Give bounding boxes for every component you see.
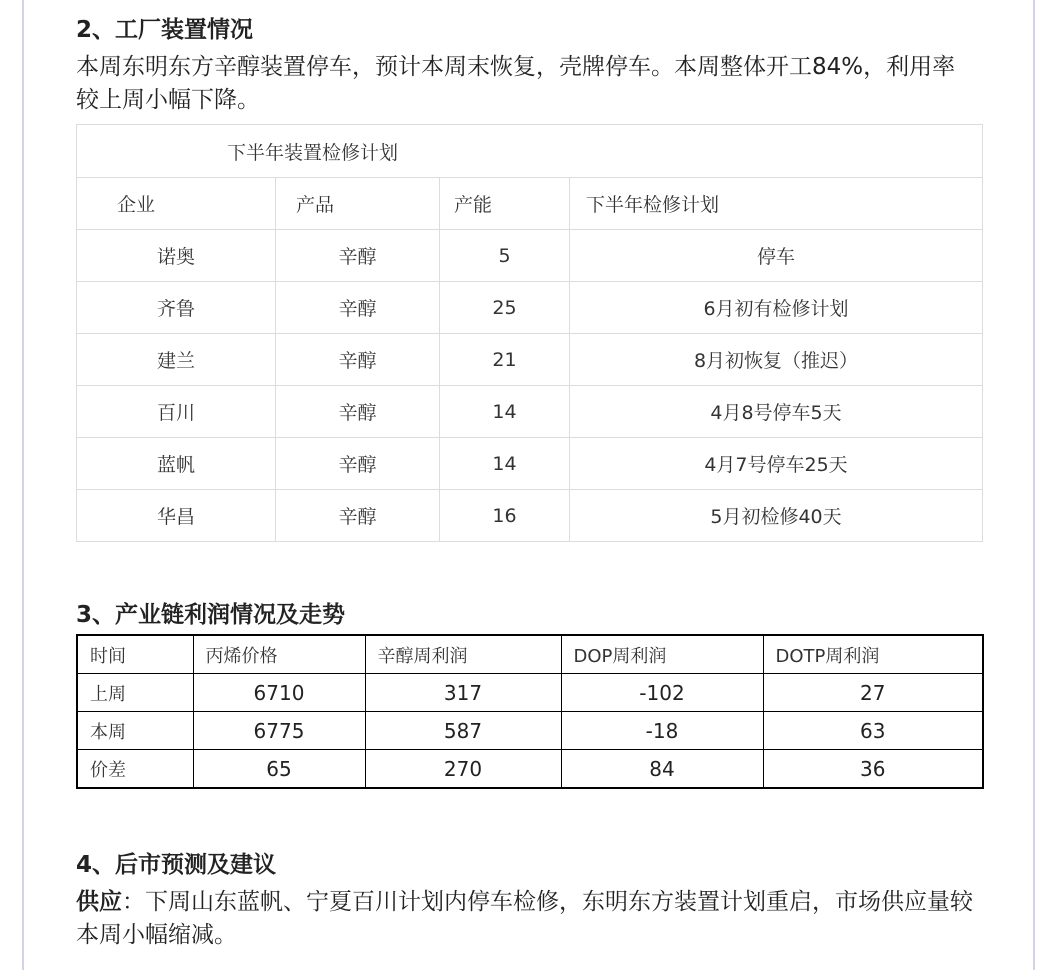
left-border-rule bbox=[22, 0, 24, 970]
profit-table bbox=[76, 634, 984, 789]
cell-product: 辛醇 bbox=[276, 438, 440, 490]
cell-product: 辛醇 bbox=[276, 334, 440, 386]
cell-dotp-profit: 27 bbox=[763, 674, 983, 712]
cell-company: 蓝帆 bbox=[77, 438, 276, 490]
header-time: 时间 bbox=[77, 635, 193, 674]
table-row bbox=[77, 490, 983, 542]
right-border-rule bbox=[1033, 0, 1035, 970]
maintenance-plan-table bbox=[76, 124, 983, 542]
cell-product: 辛醇 bbox=[276, 282, 440, 334]
cell-propylene-price: 65 bbox=[193, 750, 365, 789]
section3-heading: 3、产业链利润情况及走势 bbox=[76, 602, 346, 628]
cell-plan: 8月初恢复（推迟） bbox=[570, 334, 983, 386]
cell-dop-profit: -102 bbox=[561, 674, 763, 712]
maintenance-table-title: 下半年装置检修计划 bbox=[77, 125, 983, 178]
supply-text: ：下周山东蓝帆、宁夏百川计划内停车检修，东明东方装置计划重启，市场供应量较本周小幅缩减。 bbox=[76, 889, 973, 948]
section2-paragraph: 本周东明东方辛醇装置停车，预计本周末恢复，壳牌停车。本周整体开工84%，利用率较上周小幅下降。 bbox=[76, 54, 956, 113]
header-product: 产品 bbox=[276, 178, 440, 230]
table-row bbox=[77, 334, 983, 386]
cell-dop-profit: 84 bbox=[561, 750, 763, 789]
cell-plan: 4月7号停车25天 bbox=[570, 438, 983, 490]
cell-octanol-profit: 317 bbox=[365, 674, 561, 712]
cell-dop-profit: -18 bbox=[561, 712, 763, 750]
profit-table-header-row bbox=[77, 635, 983, 674]
table-row bbox=[77, 438, 983, 490]
table-row bbox=[77, 386, 983, 438]
table-row bbox=[77, 674, 983, 712]
cell-company: 齐鲁 bbox=[77, 282, 276, 334]
cell-time: 价差 bbox=[77, 750, 193, 789]
cell-propylene-price: 6710 bbox=[193, 674, 365, 712]
cell-product: 辛醇 bbox=[276, 230, 440, 282]
section2-heading: 2、工厂装置情况 bbox=[76, 17, 254, 43]
cell-company: 百川 bbox=[77, 386, 276, 438]
cell-octanol-profit: 587 bbox=[365, 712, 561, 750]
header-company: 企业 bbox=[77, 178, 276, 230]
header-octanol-profit: 辛醇周利润 bbox=[365, 635, 561, 674]
table-row bbox=[77, 712, 983, 750]
header-dop-profit: DOP周利润 bbox=[561, 635, 763, 674]
cell-capacity: 21 bbox=[440, 334, 570, 386]
maintenance-table-header-row bbox=[77, 178, 983, 230]
cell-plan: 停车 bbox=[570, 230, 983, 282]
table-row bbox=[77, 230, 983, 282]
header-propylene-price: 丙烯价格 bbox=[193, 635, 365, 674]
cell-octanol-profit: 270 bbox=[365, 750, 561, 789]
cell-plan: 4月8号停车5天 bbox=[570, 386, 983, 438]
cell-capacity: 14 bbox=[440, 386, 570, 438]
cell-capacity: 16 bbox=[440, 490, 570, 542]
table-row bbox=[77, 750, 983, 789]
cell-time: 上周 bbox=[77, 674, 193, 712]
cell-capacity: 5 bbox=[440, 230, 570, 282]
cell-product: 辛醇 bbox=[276, 490, 440, 542]
section4-paragraph bbox=[76, 886, 976, 952]
header-capacity: 产能 bbox=[440, 178, 570, 230]
section4-heading: 4、后市预测及建议 bbox=[76, 852, 277, 878]
supply-label: 供应 bbox=[76, 889, 122, 915]
header-plan: 下半年检修计划 bbox=[570, 178, 983, 230]
cell-company: 华昌 bbox=[77, 490, 276, 542]
cell-dotp-profit: 36 bbox=[763, 750, 983, 789]
cell-product: 辛醇 bbox=[276, 386, 440, 438]
header-dotp-profit: DOTP周利润 bbox=[763, 635, 983, 674]
cell-time: 本周 bbox=[77, 712, 193, 750]
cell-company: 诺奥 bbox=[77, 230, 276, 282]
cell-capacity: 14 bbox=[440, 438, 570, 490]
cell-plan: 5月初检修40天 bbox=[570, 490, 983, 542]
cell-dotp-profit: 63 bbox=[763, 712, 983, 750]
table-row bbox=[77, 282, 983, 334]
cell-capacity: 25 bbox=[440, 282, 570, 334]
cell-propylene-price: 6775 bbox=[193, 712, 365, 750]
cell-plan: 6月初有检修计划 bbox=[570, 282, 983, 334]
cell-company: 建兰 bbox=[77, 334, 276, 386]
